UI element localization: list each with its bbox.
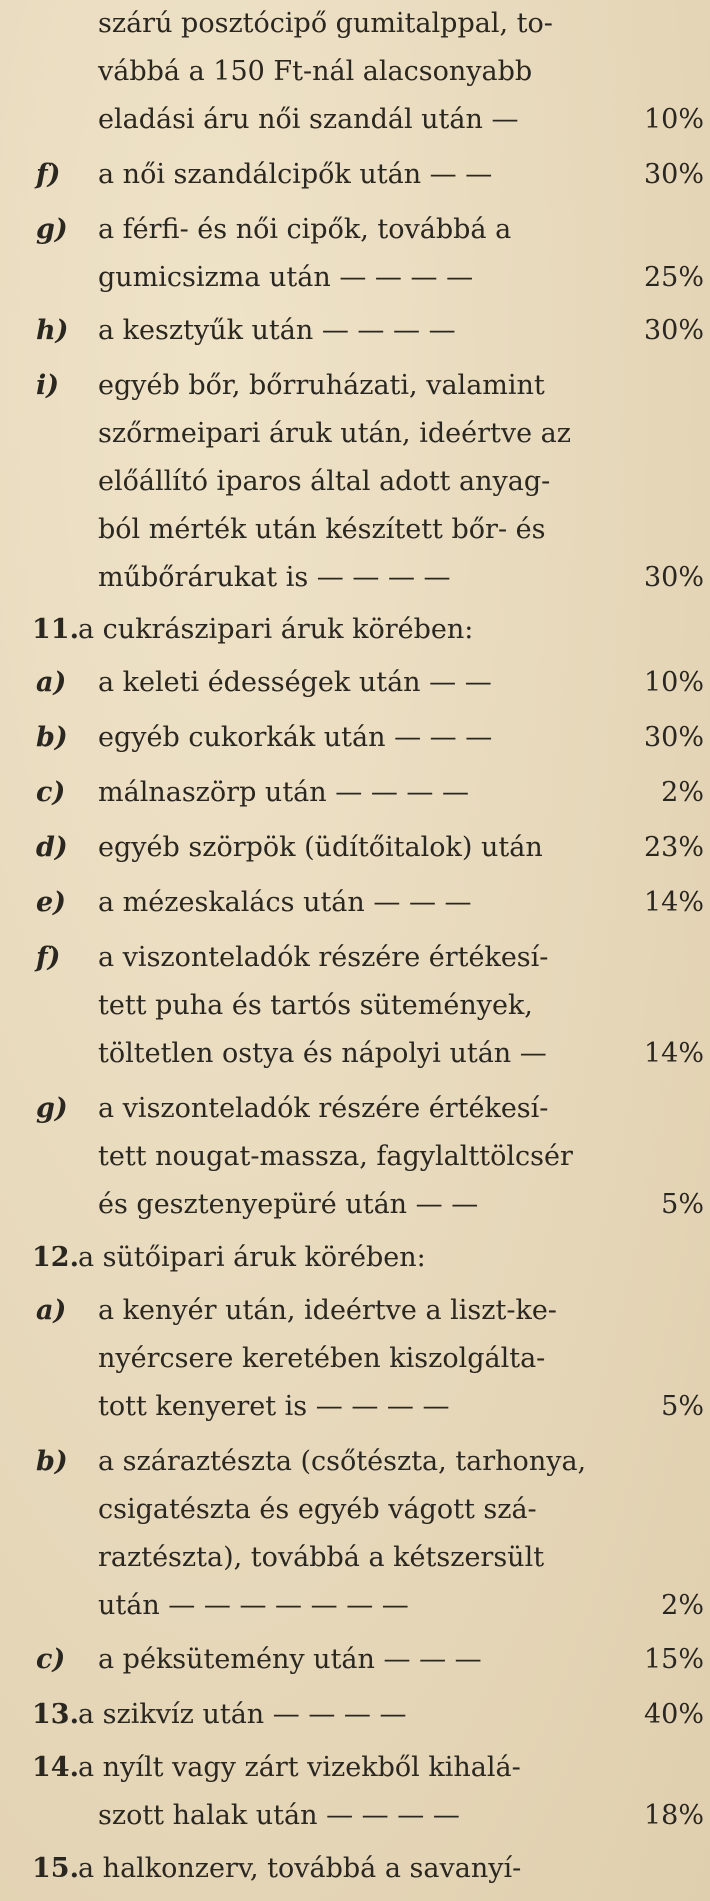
- text-line: [0, 1538, 710, 1578]
- percentage-value: 15%: [643, 1644, 704, 1675]
- line-text: raztészta), továbbá a kétszersült: [98, 1542, 545, 1573]
- line-text: nyércsere keretében kiszolgálta-: [98, 1343, 546, 1374]
- line-text: és gesztenyepüré után — —: [98, 1189, 479, 1220]
- line-text: csigatészta és egyéb vágott szá-: [98, 1494, 537, 1525]
- item-label: b): [36, 1446, 68, 1477]
- line-text: előállító iparos által adott anyag-: [98, 466, 551, 497]
- text-line: [0, 258, 710, 298]
- text-line: [0, 773, 710, 813]
- line-text: egyéb bőr, bőrruházati, valamint: [98, 370, 545, 401]
- text-line: [0, 1796, 710, 1836]
- line-text: a halkonzerv, továbbá a savanyí-: [78, 1853, 522, 1884]
- item-label: f): [36, 942, 61, 973]
- text-line: [0, 366, 710, 406]
- item-label: d): [36, 832, 68, 863]
- line-text: a viszonteladók részére értékesí-: [98, 1093, 549, 1124]
- line-text: szőrmeipari áruk után, ideértve az: [98, 418, 571, 449]
- percentage-value: 30%: [643, 562, 704, 593]
- text-line: [0, 828, 710, 868]
- item-label: a): [36, 1295, 67, 1326]
- percentage-value: 10%: [643, 667, 704, 698]
- percentage-value: 14%: [643, 1038, 704, 1069]
- text-line: [0, 1034, 710, 1074]
- percentage-value: 14%: [643, 887, 704, 918]
- line-text: tott kenyeret is — — — —: [98, 1391, 450, 1422]
- section-number: 14.: [32, 1752, 79, 1783]
- text-line: [0, 1490, 710, 1530]
- text-line: [0, 52, 710, 92]
- text-line: [0, 1849, 710, 1889]
- section-number: 11.: [32, 614, 79, 645]
- text-line: [0, 100, 710, 140]
- line-text: a kenyér után, ideértve a liszt-ke-: [98, 1295, 557, 1326]
- text-line: [0, 883, 710, 923]
- line-text: málnaszörp után — — — —: [98, 777, 469, 808]
- item-label: g): [36, 214, 68, 245]
- text-line: [0, 311, 710, 351]
- line-text: a viszonteladók részére értékesí-: [98, 942, 549, 973]
- line-text: a mézeskalács után — — —: [98, 887, 472, 918]
- line-text: vábbá a 150 Ft-nál alacsonyabb: [98, 56, 533, 87]
- text-line: [0, 510, 710, 550]
- percentage-value: 30%: [643, 159, 704, 190]
- line-text: szárú posztócipő gumitalppal, to-: [98, 8, 553, 39]
- line-text: szott halak után — — — —: [98, 1800, 460, 1831]
- percentage-value: 10%: [643, 104, 704, 135]
- line-text: a száraztészta (csőtészta, tarhonya,: [98, 1446, 587, 1477]
- line-text: egyéb szörpök (üdítőitalok) után: [98, 832, 543, 863]
- line-text: a nyílt vagy zárt vizekből kihalá-: [78, 1752, 521, 1783]
- text-line: [0, 1238, 710, 1278]
- line-text: a cukrászipari áruk körében:: [78, 614, 474, 645]
- text-line: [0, 414, 710, 454]
- line-text: ból mérték után készített bőr- és: [98, 514, 546, 545]
- line-text: a férfi- és női cipők, továbbá a: [98, 214, 512, 245]
- text-line: [0, 1586, 710, 1626]
- text-line: [0, 1339, 710, 1379]
- text-line: [0, 1640, 710, 1680]
- section-number: 12.: [32, 1242, 79, 1273]
- line-text: egyéb cukorkák után — — —: [98, 722, 493, 753]
- text-line: [0, 718, 710, 758]
- percentage-value: 30%: [643, 315, 704, 346]
- item-label: h): [36, 315, 69, 346]
- line-text: után — — — — — — —: [98, 1590, 409, 1621]
- percentage-value: 2%: [661, 1590, 704, 1621]
- text-line: [0, 4, 710, 44]
- line-text: a keleti édességek után — —: [98, 667, 492, 698]
- text-line: [0, 1089, 710, 1129]
- line-text: a sütőipari áruk körében:: [78, 1242, 426, 1273]
- item-label: a): [36, 667, 67, 698]
- text-line: [0, 1695, 710, 1735]
- percentage-value: 5%: [661, 1391, 704, 1422]
- text-line: [0, 610, 710, 650]
- text-line: [0, 1185, 710, 1225]
- percentage-value: 2%: [661, 777, 704, 808]
- line-text: töltetlen ostya és nápolyi után —: [98, 1038, 547, 1069]
- text-line: [0, 986, 710, 1026]
- item-label: e): [36, 887, 66, 918]
- text-line: [0, 210, 710, 250]
- percentage-value: 40%: [643, 1699, 704, 1730]
- line-text: műbőrárukat is — — — —: [98, 562, 451, 593]
- text-line: [0, 663, 710, 703]
- item-label: i): [36, 370, 60, 401]
- percentage-value: 5%: [661, 1189, 704, 1220]
- line-text: tett nougat-massza, fagylalttölcsér: [98, 1141, 573, 1172]
- text-line: [0, 462, 710, 502]
- percentage-value: 25%: [643, 262, 704, 293]
- item-label: g): [36, 1093, 68, 1124]
- percentage-value: 18%: [643, 1800, 704, 1831]
- text-line: [0, 938, 710, 978]
- percentage-value: 30%: [643, 722, 704, 753]
- text-line: [0, 1442, 710, 1482]
- line-text: tett puha és tartós sütemények,: [98, 990, 533, 1021]
- line-text: a péksütemény után — — —: [98, 1644, 482, 1675]
- line-text: gumicsizma után — — — —: [98, 262, 474, 293]
- line-text: eladási áru női szandál után —: [98, 104, 519, 135]
- item-label: c): [36, 1644, 66, 1675]
- item-label: c): [36, 777, 66, 808]
- text-line: [0, 1748, 710, 1788]
- line-text: a szikvíz után — — — —: [78, 1699, 407, 1730]
- item-label: b): [36, 722, 68, 753]
- text-line: [0, 558, 710, 598]
- section-number: 15.: [32, 1853, 79, 1884]
- percentage-value: 23%: [643, 832, 704, 863]
- section-number: 13.: [32, 1699, 79, 1730]
- item-label: f): [36, 159, 61, 190]
- line-text: a kesztyűk után — — — —: [98, 315, 456, 346]
- line-text: a női szandálcipők után — —: [98, 159, 493, 190]
- text-line: [0, 1387, 710, 1427]
- text-line: [0, 1291, 710, 1331]
- text-line: [0, 1137, 710, 1177]
- text-line: [0, 155, 710, 195]
